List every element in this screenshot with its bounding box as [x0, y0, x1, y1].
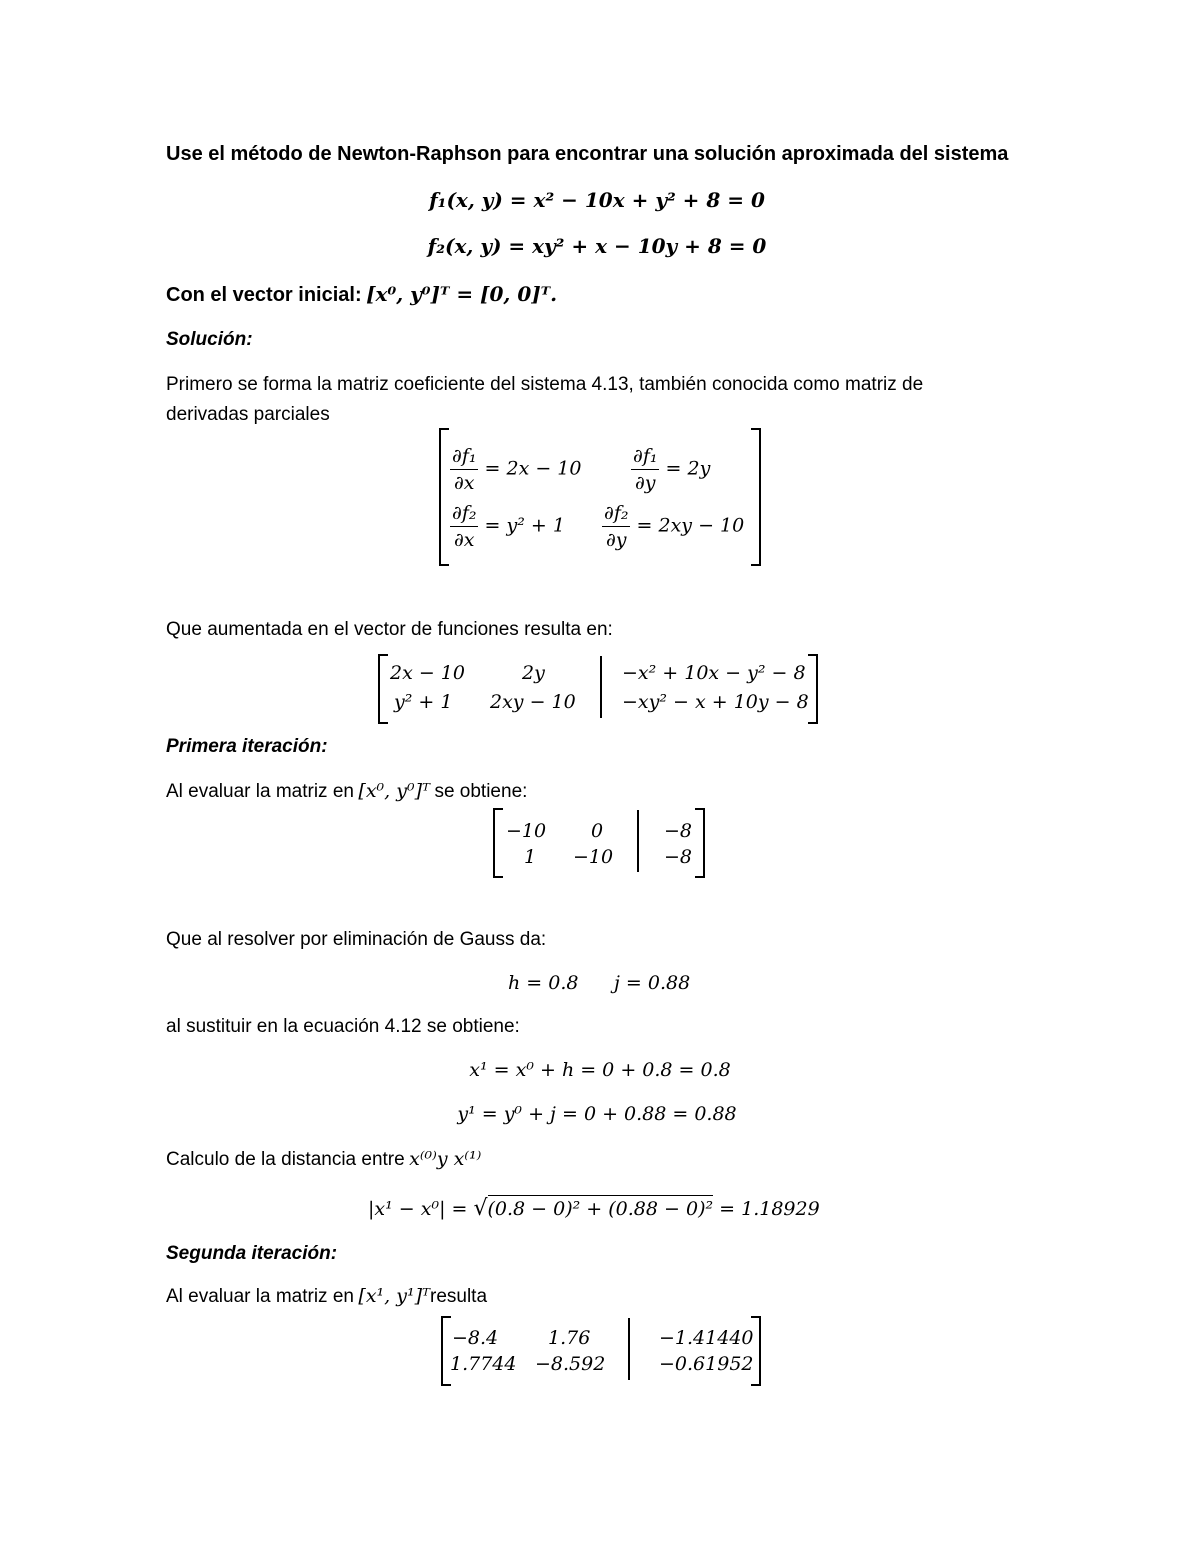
aug-a12: 2y — [522, 662, 545, 684]
distance-equation — [368, 1196, 820, 1221]
it1-a11: −10 — [506, 820, 547, 842]
it2-b1: −1.41440 — [659, 1327, 754, 1349]
it2-a11: −8.4 — [452, 1327, 499, 1349]
distance-result: = 1.18929 — [719, 1198, 820, 1220]
iteration2-eval-line — [166, 1285, 487, 1308]
equation-f1: f₁(x, y) = x² − 10x + y² + 8 = 0 — [429, 188, 765, 212]
it1-a12: 0 — [591, 820, 604, 842]
it1-b2: −8 — [664, 846, 693, 868]
gauss-text: Que al resolver por eliminación de Gauss da: — [166, 929, 547, 950]
j-value: j = 0.88 — [614, 972, 691, 994]
iteration1-heading: Primera iteración: — [166, 736, 328, 757]
initial-vector-value: [x⁰, y⁰]ᵀ = [0, 0]ᵀ. — [366, 282, 558, 306]
left-bracket — [493, 808, 503, 878]
initial-vector-label: Con el vector inicial: — [166, 284, 362, 306]
intro-line-2: derivadas parciales — [166, 404, 330, 425]
it2-b2: −0.61952 — [659, 1353, 754, 1375]
iteration1-eval-line — [166, 780, 527, 803]
jacobian-cell-11: $\frac{\text{∂f₁}}{\partial x}$ = 2x − 10 — [452, 445, 582, 494]
aug-a21: y² + 1 — [394, 691, 453, 713]
augment-divider — [628, 1318, 630, 1380]
augmented-text: Que aumentada en el vector de funciones resulta en: — [166, 619, 613, 640]
jacobian-cell-21: $\frac{\text{∂f₂}}{\partial x}$ = y² + 1 — [452, 502, 565, 551]
y1-equation: y¹ = y⁰ + j = 0 + 0.88 = 0.88 — [457, 1103, 737, 1125]
x1-equation: x¹ = x⁰ + h = 0 + 0.8 = 0.8 — [469, 1059, 731, 1081]
iteration2-heading: Segunda iteración: — [166, 1243, 338, 1264]
augment-divider — [637, 810, 639, 872]
right-bracket — [695, 808, 705, 878]
initial-vector-line — [166, 282, 557, 307]
it2-a21: 1.7744 — [450, 1353, 517, 1375]
iteration2-eval-suffix: resulta — [430, 1286, 488, 1307]
page-title: Use el método de Newton-Raphson para encontrar una solución aproximada del sistema — [166, 143, 1009, 165]
it1-b1: −8 — [664, 820, 693, 842]
it1-a22: −10 — [573, 846, 614, 868]
distance-lhs: |x¹ − x⁰| = — [368, 1198, 468, 1220]
jacobian-cell-22: $\frac{\text{∂f₂}}{\partial y}$ = 2xy − 10 — [604, 502, 745, 551]
solution-heading: Solución: — [166, 329, 253, 350]
aug-b1: −x² + 10x − y² − 8 — [622, 662, 806, 684]
h-value: h = 0.8 — [508, 972, 579, 994]
distance-root: (0.8 − 0)² + (0.88 − 0)² — [488, 1195, 714, 1220]
iteration1-eval-text: Al evaluar la matriz en — [166, 781, 354, 802]
right-bracket — [808, 654, 818, 724]
sqrt-icon: √ — [473, 1196, 488, 1221]
iteration1-eval-point: [x⁰, y⁰]ᵀ — [358, 780, 430, 802]
it1-a21: 1 — [524, 846, 537, 868]
distance-text: Calculo de la distancia entre — [166, 1149, 405, 1170]
iteration2-eval-text: Al evaluar la matriz en — [166, 1286, 354, 1307]
aug-b2: −xy² − x + 10y − 8 — [622, 691, 809, 713]
augment-divider — [600, 656, 602, 718]
iteration2-eval-point: [x¹, y¹]ᵀ — [358, 1285, 430, 1307]
left-bracket — [441, 1316, 451, 1386]
it2-a22: −8.592 — [535, 1353, 606, 1375]
aug-a22: 2xy − 10 — [490, 691, 576, 713]
iteration1-eval-suffix: se obtiene: — [434, 781, 528, 802]
distance-vars: x⁽⁰⁾y x⁽¹⁾ — [409, 1148, 482, 1170]
aug-a11: 2x − 10 — [390, 662, 465, 684]
left-bracket — [439, 428, 449, 566]
intro-line-1: Primero se forma la matriz coeficiente del sistema 4.13, también conocida como matriz de — [166, 374, 924, 395]
right-bracket — [751, 428, 761, 566]
distance-line — [166, 1148, 481, 1171]
it2-a12: 1.76 — [548, 1327, 591, 1349]
jacobian-cell-12: $\frac{\text{∂f₁}}{\partial y}$ = 2y — [633, 445, 711, 494]
equation-f2: f₂(x, y) = xy² + x − 10y + 8 = 0 — [427, 234, 767, 258]
left-bracket — [378, 654, 388, 724]
substitution-text: al sustituir en la ecuación 4.12 se obtiene: — [166, 1016, 520, 1037]
